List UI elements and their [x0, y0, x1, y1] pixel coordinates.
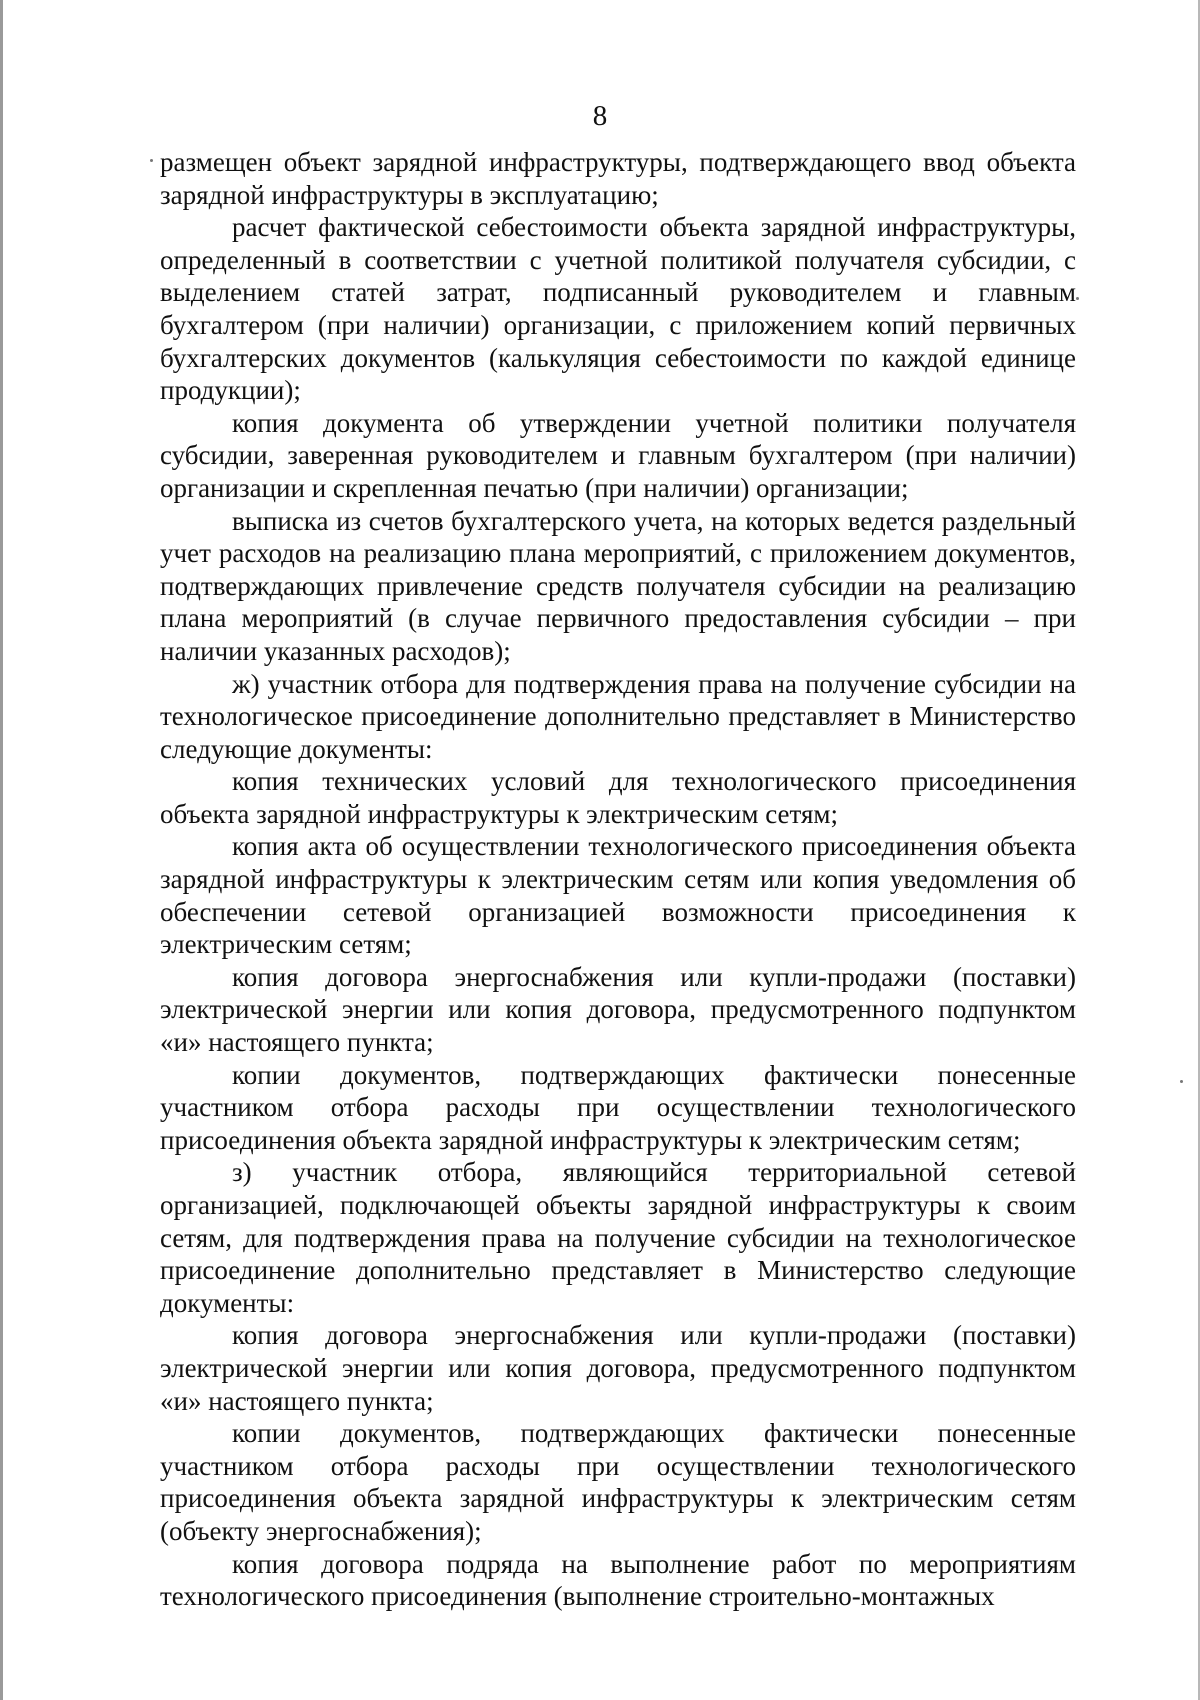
paragraph: копии документов, подтверждающих фактически понесенные участником отбора расходы при осуществлении технологического присоединения объекта зарядной инфраструктуры к электрическим сетям (объекту энергоснабжения); — [160, 1418, 1076, 1546]
paragraph: копия договора энергоснабжения или купли-продажи (поставки) электрической энергии или копия договора, предусмотренного подпунктом «и» настоящего пункта; — [160, 1320, 1076, 1416]
paragraph: ж) участник отбора для подтверждения права на получение субсидии на технологическое присоединение дополнительно представляет в Министерство следующие документы: — [160, 668, 1076, 764]
paragraph: выписка из счетов бухгалтерского учета, на которых ведется раздельный учет расходов на реализацию плана мероприятий, с приложением документов, подтверждающих привлечение средств получателя субсидии на реализацию плана мероприятий (в случае первичного предоставления субсидии – при наличии указанных расходов); — [160, 505, 1076, 666]
paragraph: копия договора энергоснабжения или купли-продажи (поставки) электрической энергии или копия договора, предусмотренного подпунктом «и» настоящего пункта; — [160, 961, 1076, 1058]
paragraph: копия документа об утверждении учетной политики получателя субсидии, заверенная руководителем и главным бухгалтером (при наличии) организации и скрепленная печатью (при наличии) организации; — [160, 407, 1076, 503]
paragraph: копия договора подряда на выполнение работ по мероприятиям технологического присоединения (выполнение строительно-монтажных — [160, 1548, 1076, 1612]
paragraph: копия технических условий для технологического присоединения объекта зарядной инфраструктуры к электрическим сетям; — [160, 766, 1076, 829]
scan-speck — [1180, 1080, 1183, 1083]
paragraph: з) участник отбора, являющийся территориальной сетевой организацией, подключающей объекты зарядной инфраструктуры к своим сетям, для подтверждения права на получение субсидии на технологическое присоединение дополнительно представляет в Министерство следующие документы: — [160, 1157, 1076, 1318]
paragraph: копии документов, подтверждающих фактически понесенные участником отбора расходы при осуществлении технологического присоединения объекта зарядной инфраструктуры к электрическим сетям; — [160, 1059, 1076, 1155]
scan-edge-left — [0, 0, 3, 1700]
paragraph: копия акта об осуществлении технологического присоединения объекта зарядной инфраструктуры к электрическим сетям или копия уведомления об обеспечении сетевой организацией возможности присоединения к электрическим сетям; — [160, 831, 1076, 960]
page-number: 8 — [592, 100, 608, 132]
document-body — [160, 146, 1076, 1613]
scan-speck — [150, 159, 153, 162]
scan-speck — [1076, 297, 1079, 300]
paragraph: размещен объект зарядной инфраструктуры, подтверждающего ввод объекта зарядной инфраструктуры в эксплуатацию; — [160, 147, 1076, 210]
paragraph: расчет фактической себестоимости объекта зарядной инфраструктуры, определенный в соответствии с учетной политикой получателя субсидии, с выделением статей затрат, подписанный руководителем и главным бухгалтером (при наличии) организации, с приложением копий первичных бухгалтерских документов (калькуляция себестоимости по каждой единице продукции); — [160, 212, 1076, 406]
